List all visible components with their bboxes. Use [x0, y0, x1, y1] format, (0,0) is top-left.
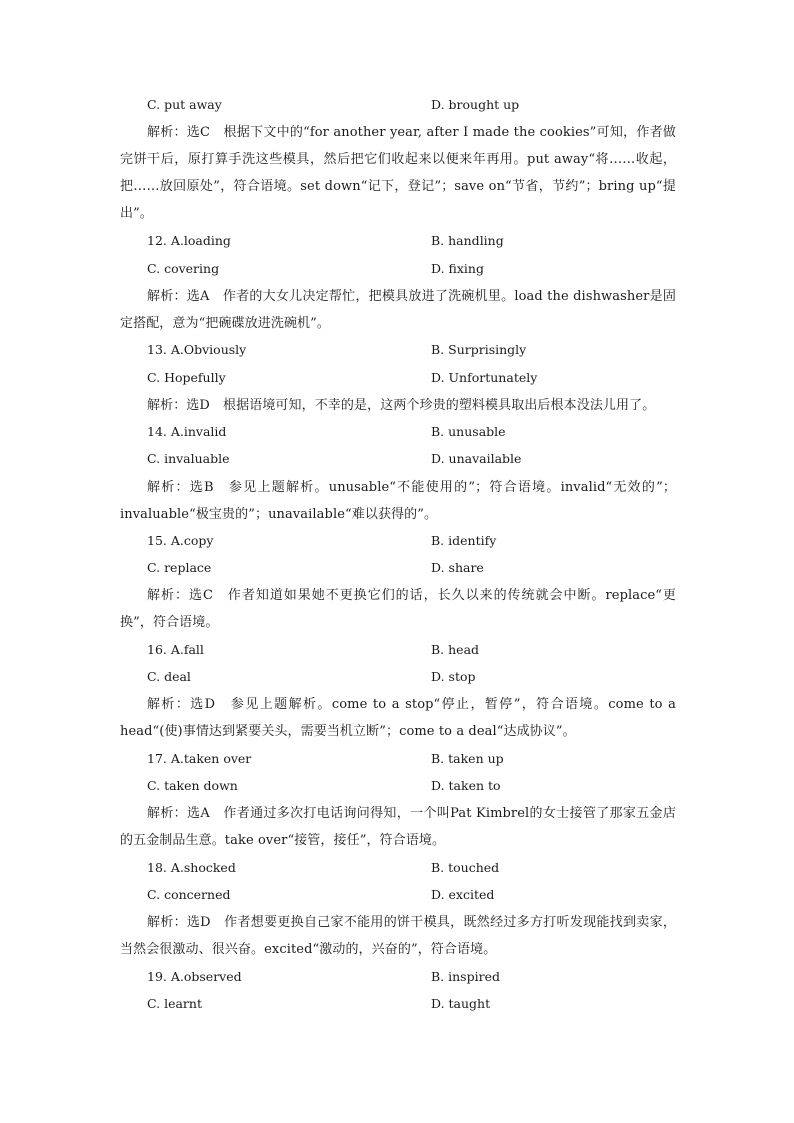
q15-options-cd [147, 558, 707, 578]
q16-option-a: 16. A.fall [147, 642, 204, 657]
q19-option-c: C. learnt [147, 996, 202, 1011]
q12-options-ab [147, 231, 707, 251]
q14-options-ab [147, 422, 707, 442]
q15-option-c: C. replace [147, 560, 212, 575]
q15-option-a: 15. A.copy [147, 533, 214, 548]
q14-option-a: 14. A.invalid [147, 424, 227, 439]
q11-explanation: 解析：选C 根据下文中的“for another year, after I made the cookies”可知，作者做完饼干后，原打算手洗这些模具，然后把它们收起来以便来年再用。put away“将……收起，把……放回原处”，符合语境。set down“记下，登记”；save on“节省，节约”；bring up“提出”。 [120, 125, 676, 221]
q12-options-cd [147, 259, 707, 279]
q16-option-b: B. head [431, 642, 480, 657]
q14-option-c: C. invaluable [147, 451, 230, 466]
q18-option-b: B. touched [431, 860, 500, 875]
q16-options-ab [147, 640, 707, 660]
q13-option-c: C. Hopefully [147, 370, 226, 385]
q17-options-ab [147, 749, 707, 769]
q15-explanation: 解析：选C 作者知道如果她不更换它们的话，长久以来的传统就会中断。replace“更换”，符合语境。 [120, 588, 676, 630]
q12-option-c: C. covering [147, 261, 220, 276]
q18-option-d: D. excited [431, 887, 495, 902]
q14-option-d: D. unavailable [431, 451, 522, 466]
q16-option-d: D. stop [431, 669, 476, 684]
q13-options-cd [147, 368, 707, 388]
q13-explanation: 解析：选D 根据语境可知，不幸的是，这两个珍贵的塑料模具取出后根本没法儿用了。 [147, 398, 656, 413]
q12-option-d: D. fixing [431, 261, 484, 276]
q17-option-d: D. taken to [431, 778, 501, 793]
q16-explanation: 解析：选D 参见上题解析。come to a stop“停止，暂停”，符合语境。come to a head“(使)事情达到紧要关头，需要当机立断”；come to a deal“达成协议”。 [120, 697, 676, 739]
q19-options-ab [147, 967, 707, 987]
q18-option-c: C. concerned [147, 887, 231, 902]
q14-explanation: 解析：选B 参见上题解析。unusable“不能使用的”；符合语境。invalid“无效的”；invaluable“极宝贵的”；unavailable“难以获得的”。 [120, 480, 676, 522]
q14-option-b: B. unusable [431, 424, 506, 439]
q17-option-b: B. taken up [431, 751, 504, 766]
q17-option-a: 17. A.taken over [147, 751, 252, 766]
q12-explanation: 解析：选A 作者的大女儿决定帮忙，把模具放进了洗碗机里。load the dishwasher是固定搭配，意为“把碗碟放进洗碗机”。 [120, 289, 676, 331]
q18-option-a: 18. A.shocked [147, 860, 236, 875]
q19-options-cd [147, 994, 707, 1014]
q15-option-b: B. identify [431, 533, 497, 548]
q13-option-b: B. Surprisingly [431, 342, 527, 357]
q11-option-d: D. brought up [431, 97, 520, 112]
q18-explanation: 解析：选D 作者想要更换自己家不能用的饼干模具，既然经过多方打听发现能找到卖家，当然会很激动、很兴奋。excited“激动的，兴奋的”，符合语境。 [120, 915, 676, 957]
q12-option-a: 12. A.loading [147, 233, 231, 248]
q11-option-c: C. put away [147, 97, 222, 112]
q16-options-cd [147, 667, 707, 687]
q13-options-ab [147, 340, 707, 360]
q15-options-ab [147, 531, 707, 551]
q19-option-a: 19. A.observed [147, 969, 242, 984]
q16-option-c: C. deal [147, 669, 191, 684]
q17-option-c: C. taken down [147, 778, 238, 793]
q11-options-cd [147, 95, 707, 115]
q18-options-ab [147, 858, 707, 878]
q15-option-d: D. share [431, 560, 484, 575]
q19-option-d: D. taught [431, 996, 491, 1011]
q17-options-cd [147, 776, 707, 796]
q13-option-d: D. Unfortunately [431, 370, 538, 385]
q17-explanation: 解析：选A 作者通过多次打电话询问得知，一个叫Pat Kimbrel的女士接管了那家五金店的五金制品生意。take over“接管，接任”，符合语境。 [120, 806, 676, 848]
q18-options-cd [147, 885, 707, 905]
q13-option-a: 13. A.Obviously [147, 342, 247, 357]
q14-options-cd [147, 449, 707, 469]
q12-option-b: B. handling [431, 233, 504, 248]
q19-option-b: B. inspired [431, 969, 500, 984]
